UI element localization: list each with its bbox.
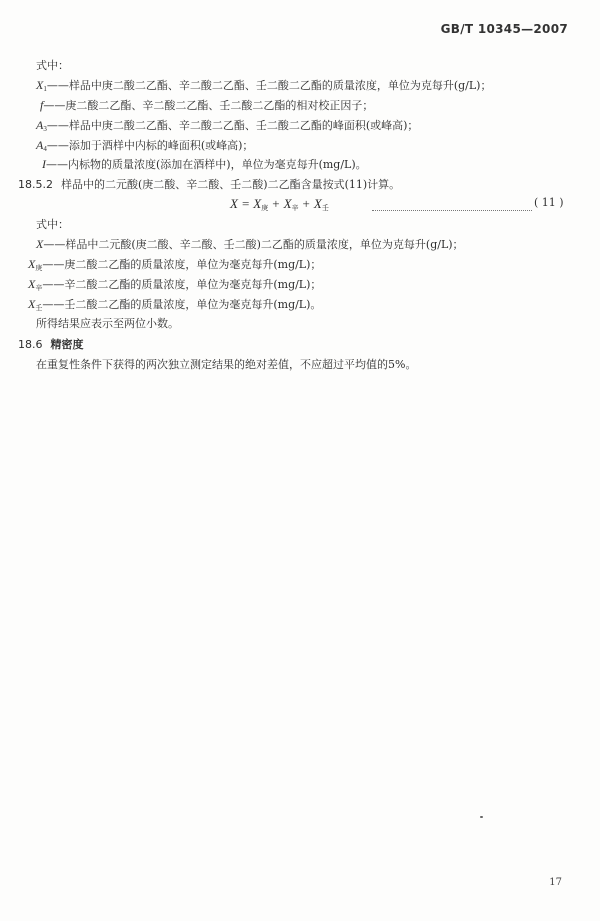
scan-speck <box>480 816 483 818</box>
definition-f <box>40 98 373 113</box>
section-number: 18.6 <box>18 338 43 351</box>
where-label-2: 式中： <box>36 218 69 231</box>
definition-a4 <box>36 138 253 157</box>
section-18-5-2 <box>18 177 400 192</box>
definition-text: ——庚二酸二乙酯的质量浓度，单位为毫克每升(mg/L)； <box>42 258 322 271</box>
symbol: $A_3$ <box>36 118 47 133</box>
definition-text: ——庚二酸二乙酯、辛二酸二乙酯、壬二酸二乙酯的相对校正因子； <box>43 99 374 112</box>
where-label-1: 式中： <box>36 59 69 72</box>
definition-text: ——辛二酸二乙酯的质量浓度，单位为毫克每升(mg/L)； <box>42 278 322 291</box>
definition-x-hept <box>28 257 321 276</box>
definition-text: ——壬二酸二乙酯的质量浓度，单位为毫克每升(mg/L)。 <box>42 298 322 311</box>
precision-text: 在重复性条件下获得的两次独立测定结果的绝对差值，不应超过平均值的5%。 <box>36 358 417 371</box>
definition-text: ——样品中庚二酸二乙酯、辛二酸二乙酯、壬二酸二乙酯的质量浓度，单位为克每升(g/L)； <box>46 79 492 92</box>
formula-11: $X = X_庚 + X_辛 + X_壬$ <box>230 196 329 212</box>
result-note: 所得结果应表示至两位小数。 <box>36 317 179 330</box>
section-number: 18.5.2 <box>18 178 53 191</box>
definition-text: ——样品中庚二酸二乙酯、辛二酸二乙酯、壬二酸二乙酯的峰面积(或峰高)； <box>46 119 419 132</box>
section-heading: 精密度 <box>50 338 84 351</box>
definition-text: ——内标物的质量浓度(添加在酒样中)，单位为毫克每升(mg/L)。 <box>46 158 367 171</box>
symbol: $X_庚$ <box>28 257 43 272</box>
page-number: 17 <box>549 877 562 888</box>
section-text: 样品中的二元酸(庚二酸、辛二酸、壬二酸)二乙酯含量按式(11)计算。 <box>61 178 401 191</box>
symbol: $X_辛$ <box>28 277 43 292</box>
section-18-6 <box>18 337 84 352</box>
dot-leader <box>372 196 532 211</box>
definition-x <box>36 237 464 252</box>
definition-text: ——样品中二元酸(庚二酸、辛二酸、壬二酸)二乙酯的质量浓度，单位为克每升(g/L)； <box>43 238 464 251</box>
symbol: $X_壬$ <box>28 297 43 312</box>
definition-i <box>42 157 367 172</box>
symbol: I <box>42 157 46 171</box>
symbol: $X_1$ <box>36 78 47 93</box>
definition-a3 <box>36 118 418 137</box>
definition-x-non <box>28 297 321 316</box>
symbol: $A_4$ <box>36 138 47 153</box>
standard-code: GB/T 10345—2007 <box>440 22 568 36</box>
symbol: f <box>40 98 44 112</box>
symbol: X <box>36 237 44 251</box>
definition-text: ——添加于酒样中内标的峰面积(或峰高)； <box>46 139 254 152</box>
equation-number: ( 11 ) <box>534 196 564 209</box>
definition-x-oct <box>28 277 321 296</box>
definition-x1 <box>36 78 491 97</box>
